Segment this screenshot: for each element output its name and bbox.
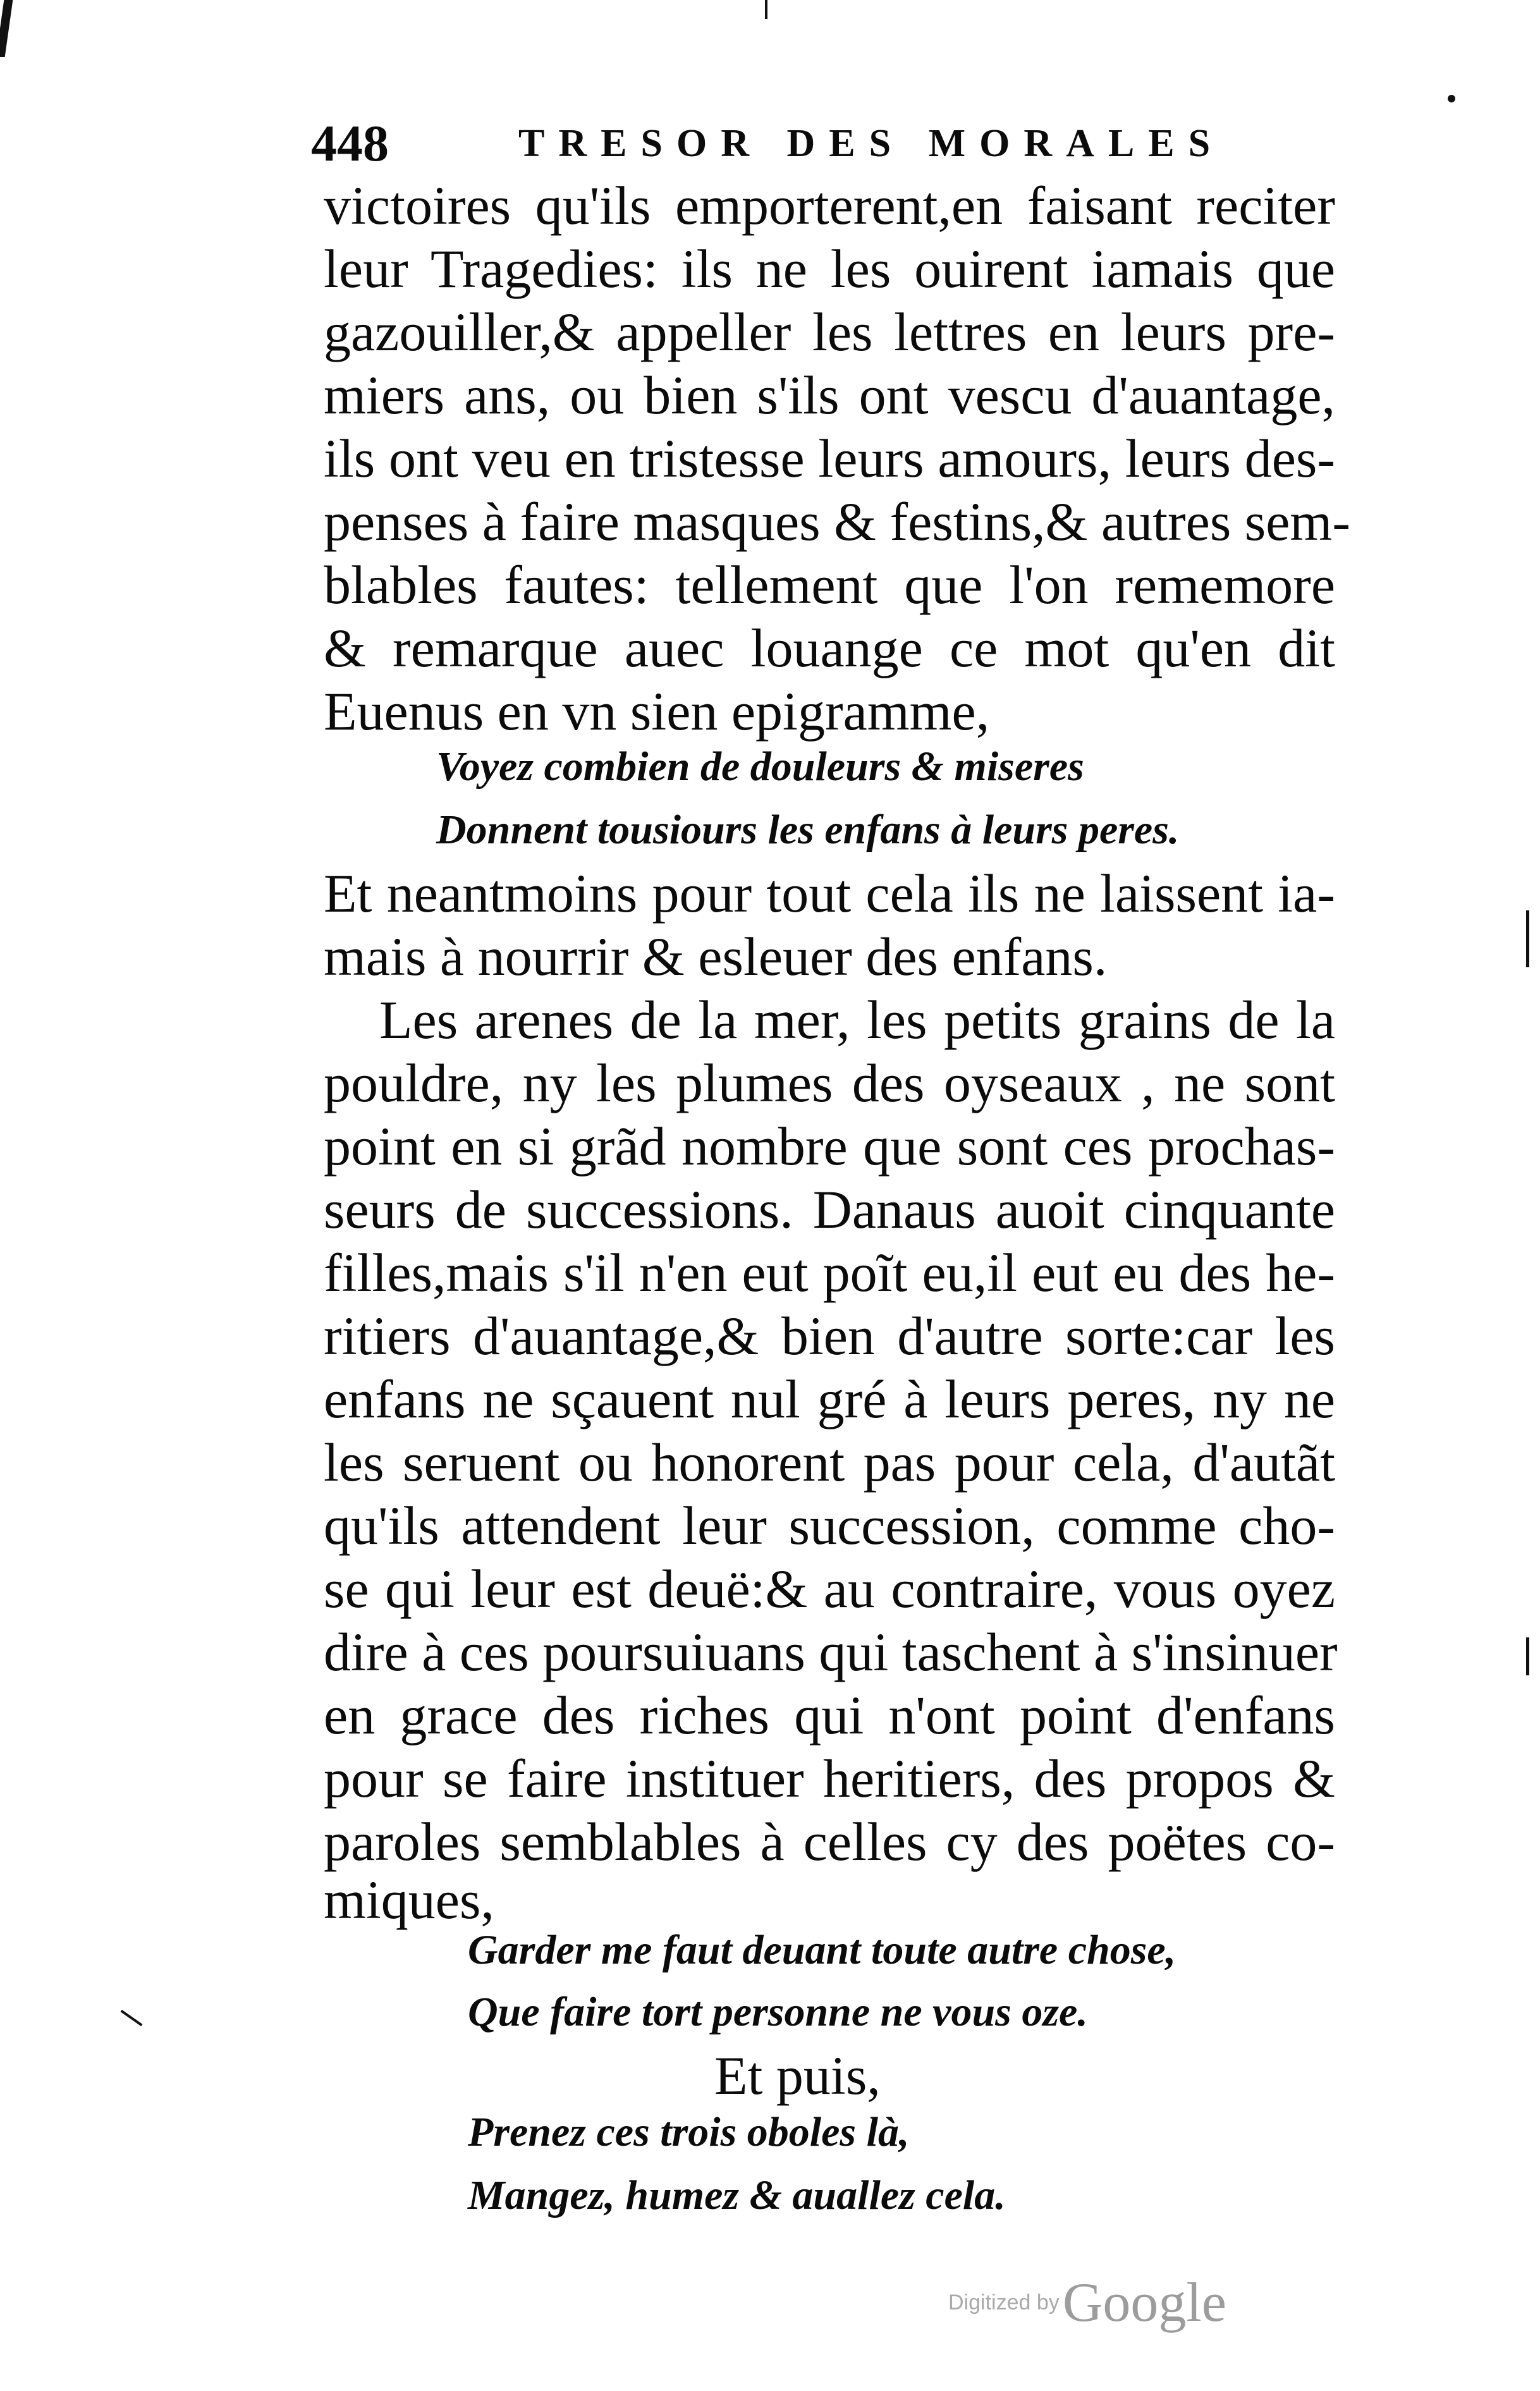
text-line: penses à faire masques & festins,& autres sem-: [324, 491, 1350, 552]
text-line: Euenus en vn sien epigramme,: [324, 681, 990, 742]
text-line: miers ans, ou bien s'ils ont vescu d'auantage,: [324, 365, 1335, 425]
text-line: paroles semblables à celles cy des poëtes co-: [324, 1811, 1335, 1872]
text-line: victoires qu'ils emporterent,en faisant reciter: [324, 175, 1335, 236]
watermark-prefix: Digitized by: [948, 2290, 1060, 2315]
google-watermark: [948, 2271, 1226, 2335]
running-title: TRESOR DES MORALES: [518, 122, 1225, 165]
text-line: & remarque auec louange ce mot qu'en dit: [324, 618, 1335, 678]
scan-speck: [120, 2010, 142, 2026]
text-line: gazouiller,& appeller les lettres en leurs pre-: [324, 302, 1335, 362]
text-line: pour se faire instituer heritiers, des propos &: [324, 1748, 1335, 1809]
text-line: pouldre, ny les plumes des oyseaux , ne sont: [324, 1053, 1335, 1113]
paragraph-first-line: Les arenes de la mer, les petits grains de la: [379, 989, 1335, 1050]
text-line: ritiers d'auantage,& bien d'autre sorte:car les: [324, 1306, 1335, 1366]
text-line: Et neantmoins pour tout cela ils ne laissent ia-: [324, 863, 1335, 924]
text-line: ils ont veu en tristesse leurs amours, leurs des-: [324, 428, 1335, 489]
text-line: mais à nourrir & esleuer des enfans.: [324, 926, 1108, 987]
text-line: Et puis,: [714, 2045, 881, 2106]
text-line: miques,: [324, 1869, 494, 1930]
verse-line: Prenez ces trois oboles là,: [468, 2109, 910, 2155]
verse-line: Donnent tousiours les enfans à leurs peres.: [436, 807, 1180, 853]
text-line: filles,mais s'il n'en eut poĩt eu,il eut eu des he-: [324, 1242, 1335, 1303]
verse-line: Que faire tort personne ne vous oze.: [468, 1989, 1088, 2035]
scan-mark-corner: [0, 0, 13, 57]
scan-speck: [1526, 1637, 1529, 1675]
scan-speck: [1526, 910, 1529, 967]
verse-line: Mangez, humez & auallez cela.: [468, 2172, 1006, 2218]
text-line: qu'ils attendent leur succession, comme cho-: [324, 1495, 1335, 1556]
text-line: dire à ces poursuiuans qui taschent à s'insinuer: [324, 1622, 1338, 1682]
text-line: leur Tragedies: ils ne les ouirent iamais que: [324, 238, 1335, 299]
text-line: les seruent ou honorent pas pour cela, d'autãt: [324, 1432, 1335, 1493]
page-number: 448: [311, 114, 389, 172]
text-line: en grace des riches qui n'ont point d'enfans: [324, 1685, 1335, 1746]
google-logo: Google: [1062, 2272, 1226, 2333]
verse-line: Voyez combien de douleurs & miseres: [436, 743, 1084, 790]
text-line: seurs de successions. Danaus auoit cinquante: [324, 1179, 1335, 1240]
text-line: enfans ne sçauent nul gré à leurs peres, ny ne: [324, 1369, 1335, 1429]
text-line: se qui leur est deuë:& au contraire, vous oyez: [324, 1558, 1335, 1619]
verse-line: Garder me faut deuant toute autre chose,: [468, 1927, 1176, 1973]
text-line: blables fautes: tellement que l'on rememore: [324, 554, 1335, 615]
scan-speck: [1448, 95, 1455, 102]
text-line: point en si grãd nombre que sont ces prochas-: [324, 1116, 1335, 1177]
scan-speck: [765, 0, 767, 19]
